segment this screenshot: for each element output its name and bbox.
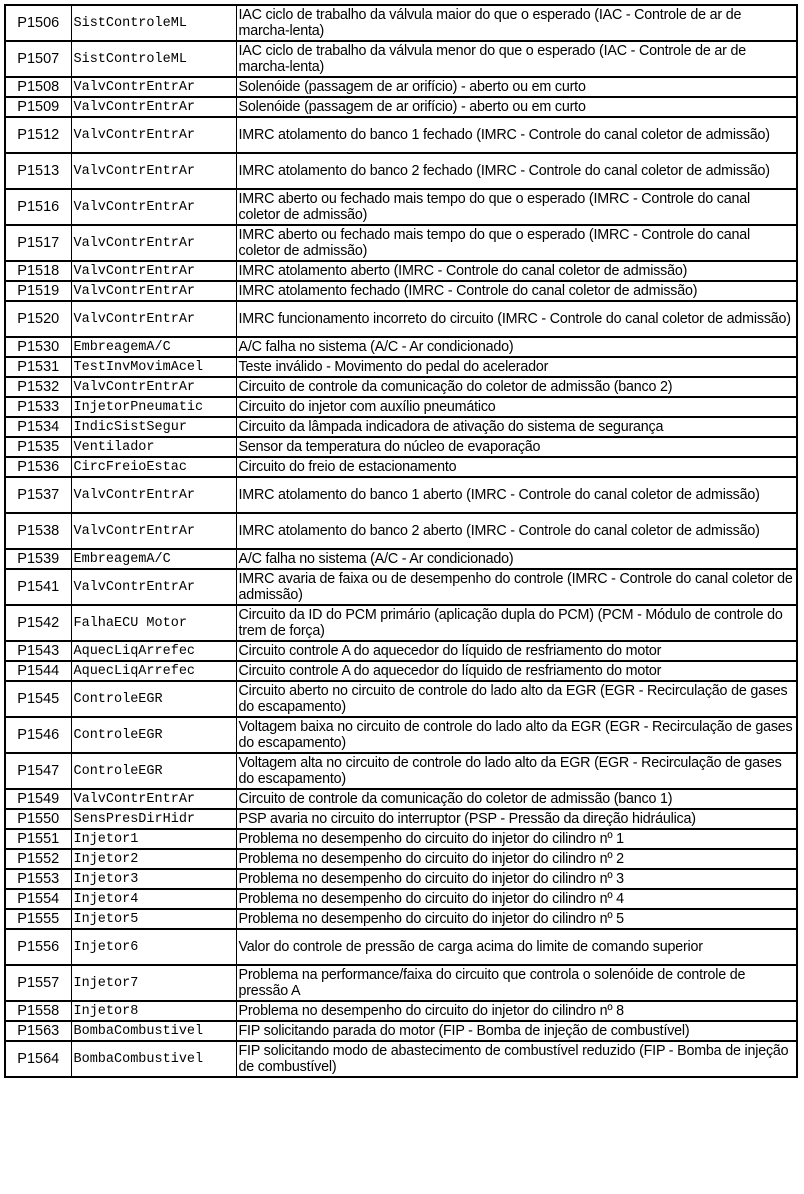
dtc-system: IndicSistSegur bbox=[71, 417, 236, 437]
dtc-description: FIP solicitando modo de abastecimento de combustível reduzido (FIP - Bomba de injeção de combustível) bbox=[236, 1041, 797, 1077]
dtc-description: Valor do controle de pressão de carga acima do limite de comando superior bbox=[236, 929, 797, 965]
table-row bbox=[5, 153, 797, 189]
dtc-description: IMRC atolamento do banco 1 aberto (IMRC - Controle do canal coletor de admissão) bbox=[236, 477, 797, 513]
table-row bbox=[5, 281, 797, 301]
dtc-description: IMRC atolamento do banco 2 fechado (IMRC - Controle do canal coletor de admissão) bbox=[236, 153, 797, 189]
dtc-system: ValvContrEntrAr bbox=[71, 153, 236, 189]
dtc-system: ValvContrEntrAr bbox=[71, 261, 236, 281]
table-row bbox=[5, 457, 797, 477]
table-row bbox=[5, 965, 797, 1001]
dtc-code: P1506 bbox=[5, 5, 71, 41]
dtc-system: Injetor3 bbox=[71, 869, 236, 889]
dtc-code: P1539 bbox=[5, 549, 71, 569]
table-row bbox=[5, 661, 797, 681]
table-row bbox=[5, 869, 797, 889]
dtc-system: SistControleML bbox=[71, 41, 236, 77]
dtc-system: EmbreagemA/C bbox=[71, 337, 236, 357]
dtc-description: Voltagem baixa no circuito de controle do lado alto da EGR (EGR - Recirculação de gases do escapamento) bbox=[236, 717, 797, 753]
table-row bbox=[5, 377, 797, 397]
dtc-code: P1556 bbox=[5, 929, 71, 965]
table-row bbox=[5, 1001, 797, 1021]
dtc-system: EmbreagemA/C bbox=[71, 549, 236, 569]
dtc-code: P1534 bbox=[5, 417, 71, 437]
dtc-description: Solenóide (passagem de ar orifício) - aberto ou em curto bbox=[236, 97, 797, 117]
dtc-system: FalhaECU Motor bbox=[71, 605, 236, 641]
dtc-code: P1520 bbox=[5, 301, 71, 337]
table-row bbox=[5, 789, 797, 809]
dtc-system: CircFreioEstac bbox=[71, 457, 236, 477]
dtc-description: Teste inválido - Movimento do pedal do acelerador bbox=[236, 357, 797, 377]
dtc-system: ValvContrEntrAr bbox=[71, 301, 236, 337]
dtc-description: A/C falha no sistema (A/C - Ar condicionado) bbox=[236, 549, 797, 569]
dtc-system: SensPresDirHidr bbox=[71, 809, 236, 829]
dtc-description: IMRC atolamento fechado (IMRC - Controle do canal coletor de admissão) bbox=[236, 281, 797, 301]
dtc-description: Circuito da ID do PCM primário (aplicação dupla do PCM) (PCM - Módulo de controle do trem de força) bbox=[236, 605, 797, 641]
table-row bbox=[5, 77, 797, 97]
dtc-code: P1550 bbox=[5, 809, 71, 829]
dtc-description: Circuito controle A do aquecedor do líquido de resfriamento do motor bbox=[236, 641, 797, 661]
table-row bbox=[5, 417, 797, 437]
dtc-code: P1512 bbox=[5, 117, 71, 153]
dtc-description: PSP avaria no circuito do interruptor (PSP - Pressão da direção hidráulica) bbox=[236, 809, 797, 829]
dtc-system: ValvContrEntrAr bbox=[71, 281, 236, 301]
dtc-code: P1563 bbox=[5, 1021, 71, 1041]
table-row bbox=[5, 681, 797, 717]
dtc-code: P1538 bbox=[5, 513, 71, 549]
dtc-description: IMRC atolamento do banco 2 aberto (IMRC - Controle do canal coletor de admissão) bbox=[236, 513, 797, 549]
dtc-description: Circuito de controle da comunicação do coletor de admissão (banco 1) bbox=[236, 789, 797, 809]
dtc-system: Ventilador bbox=[71, 437, 236, 457]
dtc-description: Circuito do injetor com auxílio pneumático bbox=[236, 397, 797, 417]
table-row bbox=[5, 261, 797, 281]
dtc-code: P1517 bbox=[5, 225, 71, 261]
dtc-code: P1553 bbox=[5, 869, 71, 889]
table-row bbox=[5, 641, 797, 661]
table-row bbox=[5, 829, 797, 849]
dtc-code: P1555 bbox=[5, 909, 71, 929]
dtc-description: IMRC atolamento aberto (IMRC - Controle do canal coletor de admissão) bbox=[236, 261, 797, 281]
table-row bbox=[5, 605, 797, 641]
dtc-system: Injetor2 bbox=[71, 849, 236, 869]
dtc-description: Solenóide (passagem de ar orifício) - aberto ou em curto bbox=[236, 77, 797, 97]
dtc-description: IMRC atolamento do banco 1 fechado (IMRC - Controle do canal coletor de admissão) bbox=[236, 117, 797, 153]
dtc-description: Circuito de controle da comunicação do coletor de admissão (banco 2) bbox=[236, 377, 797, 397]
table-row bbox=[5, 1021, 797, 1041]
dtc-system: AquecLiqArrefec bbox=[71, 641, 236, 661]
dtc-code: P1564 bbox=[5, 1041, 71, 1077]
dtc-system: ValvContrEntrAr bbox=[71, 77, 236, 97]
dtc-description: Circuito do freio de estacionamento bbox=[236, 457, 797, 477]
dtc-code: P1547 bbox=[5, 753, 71, 789]
dtc-system: Injetor8 bbox=[71, 1001, 236, 1021]
dtc-code: P1554 bbox=[5, 889, 71, 909]
dtc-code: P1535 bbox=[5, 437, 71, 457]
dtc-description: IMRC aberto ou fechado mais tempo do que o esperado (IMRC - Controle do canal coletor de admissão) bbox=[236, 225, 797, 261]
table-row bbox=[5, 5, 797, 41]
dtc-system: ValvContrEntrAr bbox=[71, 117, 236, 153]
dtc-code: P1541 bbox=[5, 569, 71, 605]
dtc-code: P1532 bbox=[5, 377, 71, 397]
dtc-system: ValvContrEntrAr bbox=[71, 513, 236, 549]
table-row bbox=[5, 225, 797, 261]
dtc-description: Voltagem alta no circuito de controle do lado alto da EGR (EGR - Recirculação de gases do escapamento) bbox=[236, 753, 797, 789]
dtc-system: Injetor6 bbox=[71, 929, 236, 965]
table-row bbox=[5, 1041, 797, 1077]
dtc-system: ValvContrEntrAr bbox=[71, 789, 236, 809]
dtc-code: P1546 bbox=[5, 717, 71, 753]
dtc-code: P1518 bbox=[5, 261, 71, 281]
dtc-code: P1530 bbox=[5, 337, 71, 357]
dtc-code: P1533 bbox=[5, 397, 71, 417]
dtc-description: IMRC funcionamento incorreto do circuito (IMRC - Controle do canal coletor de admissão) bbox=[236, 301, 797, 337]
dtc-system: Injetor5 bbox=[71, 909, 236, 929]
dtc-description: Problema na performance/faixa do circuito que controla o solenóide de controle de pressão A bbox=[236, 965, 797, 1001]
dtc-code: P1537 bbox=[5, 477, 71, 513]
dtc-system: ValvContrEntrAr bbox=[71, 97, 236, 117]
dtc-system: BombaCombustivel bbox=[71, 1041, 236, 1077]
dtc-description: Problema no desempenho do circuito do injetor do cilindro nº 3 bbox=[236, 869, 797, 889]
dtc-description: IMRC avaria de faixa ou de desempenho do controle (IMRC - Controle do canal coletor de admissão) bbox=[236, 569, 797, 605]
dtc-code: P1551 bbox=[5, 829, 71, 849]
dtc-system: ValvContrEntrAr bbox=[71, 225, 236, 261]
dtc-description: Problema no desempenho do circuito do injetor do cilindro nº 8 bbox=[236, 1001, 797, 1021]
dtc-system: BombaCombustivel bbox=[71, 1021, 236, 1041]
table-row bbox=[5, 717, 797, 753]
dtc-system: TestInvMovimAcel bbox=[71, 357, 236, 377]
dtc-system: ControleEGR bbox=[71, 753, 236, 789]
table-row bbox=[5, 929, 797, 965]
dtc-system: Injetor4 bbox=[71, 889, 236, 909]
dtc-description: Problema no desempenho do circuito do injetor do cilindro nº 4 bbox=[236, 889, 797, 909]
dtc-description: IAC ciclo de trabalho da válvula maior do que o esperado (IAC - Controle de ar de marcha-lenta) bbox=[236, 5, 797, 41]
dtc-system: ControleEGR bbox=[71, 681, 236, 717]
dtc-description: Problema no desempenho do circuito do injetor do cilindro nº 5 bbox=[236, 909, 797, 929]
table-row bbox=[5, 753, 797, 789]
dtc-code: P1543 bbox=[5, 641, 71, 661]
dtc-description: Circuito controle A do aquecedor do líquido de resfriamento do motor bbox=[236, 661, 797, 681]
dtc-code: P1544 bbox=[5, 661, 71, 681]
dtc-code: P1545 bbox=[5, 681, 71, 717]
dtc-code: P1508 bbox=[5, 77, 71, 97]
table-row bbox=[5, 437, 797, 457]
dtc-description: Problema no desempenho do circuito do injetor do cilindro nº 2 bbox=[236, 849, 797, 869]
dtc-code: P1509 bbox=[5, 97, 71, 117]
dtc-code: P1552 bbox=[5, 849, 71, 869]
dtc-system: ControleEGR bbox=[71, 717, 236, 753]
dtc-system: InjetorPneumatic bbox=[71, 397, 236, 417]
dtc-code: P1519 bbox=[5, 281, 71, 301]
dtc-system: ValvContrEntrAr bbox=[71, 377, 236, 397]
table-row bbox=[5, 397, 797, 417]
table-row bbox=[5, 569, 797, 605]
dtc-description: A/C falha no sistema (A/C - Ar condicionado) bbox=[236, 337, 797, 357]
dtc-system: Injetor7 bbox=[71, 965, 236, 1001]
dtc-code: P1516 bbox=[5, 189, 71, 225]
table-row bbox=[5, 809, 797, 829]
table-row bbox=[5, 301, 797, 337]
dtc-description: Circuito da lâmpada indicadora de ativação do sistema de segurança bbox=[236, 417, 797, 437]
dtc-code: P1536 bbox=[5, 457, 71, 477]
dtc-table-body bbox=[5, 5, 797, 1077]
dtc-system: ValvContrEntrAr bbox=[71, 477, 236, 513]
table-row bbox=[5, 909, 797, 929]
table-row bbox=[5, 117, 797, 153]
table-row bbox=[5, 97, 797, 117]
table-row bbox=[5, 357, 797, 377]
dtc-code: P1531 bbox=[5, 357, 71, 377]
dtc-system: ValvContrEntrAr bbox=[71, 189, 236, 225]
dtc-description: Circuito aberto no circuito de controle do lado alto da EGR (EGR - Recirculação de gases do escapamento) bbox=[236, 681, 797, 717]
table-row bbox=[5, 477, 797, 513]
table-row bbox=[5, 889, 797, 909]
table-row bbox=[5, 189, 797, 225]
dtc-code: P1507 bbox=[5, 41, 71, 77]
dtc-system: ValvContrEntrAr bbox=[71, 569, 236, 605]
dtc-description: Problema no desempenho do circuito do injetor do cilindro nº 1 bbox=[236, 829, 797, 849]
table-row bbox=[5, 549, 797, 569]
dtc-system: Injetor1 bbox=[71, 829, 236, 849]
dtc-description: FIP solicitando parada do motor (FIP - Bomba de injeção de combustível) bbox=[236, 1021, 797, 1041]
dtc-code: P1513 bbox=[5, 153, 71, 189]
dtc-code: P1558 bbox=[5, 1001, 71, 1021]
table-row bbox=[5, 513, 797, 549]
dtc-description: IMRC aberto ou fechado mais tempo do que o esperado (IMRC - Controle do canal coletor de admissão) bbox=[236, 189, 797, 225]
dtc-code-table bbox=[4, 4, 798, 1078]
dtc-description: IAC ciclo de trabalho da válvula menor do que o esperado (IAC - Controle de ar de marcha-lenta) bbox=[236, 41, 797, 77]
dtc-code: P1549 bbox=[5, 789, 71, 809]
table-row bbox=[5, 337, 797, 357]
table-row bbox=[5, 41, 797, 77]
dtc-system: AquecLiqArrefec bbox=[71, 661, 236, 681]
dtc-code: P1557 bbox=[5, 965, 71, 1001]
dtc-system: SistControleML bbox=[71, 5, 236, 41]
dtc-description: Sensor da temperatura do núcleo de evaporação bbox=[236, 437, 797, 457]
dtc-code: P1542 bbox=[5, 605, 71, 641]
table-row bbox=[5, 849, 797, 869]
